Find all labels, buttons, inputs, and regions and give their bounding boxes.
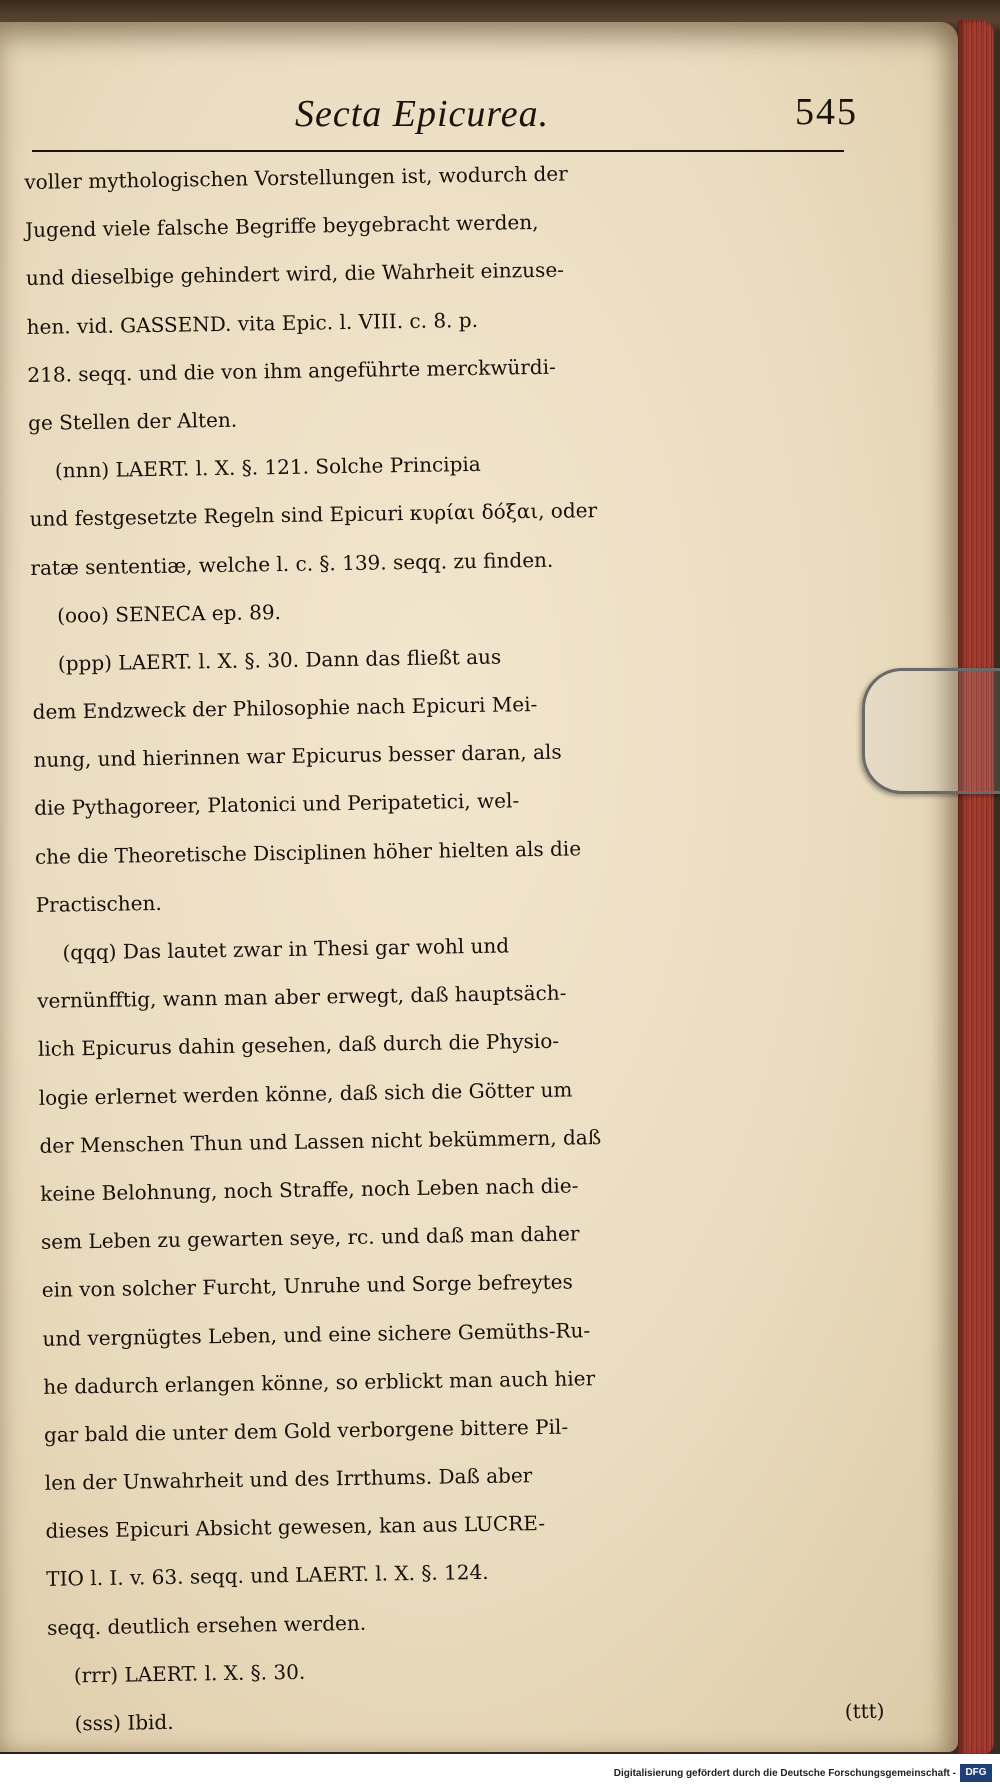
footnote-nnn: (nnn) LAERT. l. X. §. 121. Solche Principia [54, 451, 481, 483]
text-line: voller mythologischen Vorstellungen ist, wodurch der [24, 161, 568, 194]
footnote-ooo: (ooo) SENECA ep. 89. [56, 599, 282, 628]
text-line: len der Unwahrheit und des Irrthums. Daß aber [44, 1463, 533, 1495]
text-line: ein von solcher Furcht, Unruhe und Sorge befreytes [41, 1269, 574, 1303]
page-edges [958, 20, 994, 1756]
text-line: che die Theoretische Disciplinen höher hielten als die [34, 835, 582, 869]
text-line: seqq. deutlich ersehen werden. [46, 1610, 367, 1640]
footnote-rrr: (rrr) LAERT. l. X. §. 30. [73, 1659, 306, 1688]
text-line: TIO l. I. v. 63. seqq. und LAERT. l. X. §. 124. [46, 1560, 489, 1592]
footnote-qqq: (qqq) Das lautet zwar in Thesi gar wohl und [62, 933, 510, 965]
digitization-footer [0, 1754, 1000, 1790]
text-line: 218. seqq. und die von ihm angeführte merckwürdi- [27, 354, 556, 387]
text-line: Practischen. [35, 890, 162, 917]
catchword: (ttt) [844, 1698, 885, 1724]
text-line: ge Stellen der Alten. [27, 407, 238, 435]
text-line: keine Belohnung, noch Straffe, noch Leben nach die- [40, 1173, 579, 1206]
dfg-logo-icon: DFG [960, 1764, 992, 1782]
footnote-ppp: (ppp) LAERT. l. X. §. 30. Dann das fließt aus [57, 644, 502, 676]
text-line: gar bald die unter dem Gold verborgene bittere Pil- [43, 1414, 569, 1447]
text-line: vernünfftig, wann man aber erwegt, daß hauptsäch- [37, 980, 567, 1014]
running-title: Secta Epicurea. [295, 93, 550, 135]
page-clip [862, 668, 1000, 794]
text-line: Jugend viele falsche Begriffe beygebracht werden, [24, 210, 539, 243]
text-line: he dadurch erlangen könne, so erblickt man auch hier [43, 1365, 596, 1399]
footer-credit: Digitalisierung gefördert durch die Deutsche Forschungsgemeinschaft - [613, 1768, 956, 1779]
text-line: sem Leben zu gewarten seye, rc. und daß man daher [40, 1221, 580, 1254]
text-line: dem Endzweck der Philosophie nach Epicuri Mei- [32, 692, 538, 724]
footnote-sss: (sss) Ibid. [74, 1709, 174, 1736]
text-line: und vergnügtes Leben, und eine sichere Gemüths-Ru- [42, 1317, 591, 1351]
page-header [30, 88, 858, 148]
text-line: und festgesetzte Regeln sind Epicuri κυρίαι δόξαι, oder [29, 498, 598, 532]
text-line: nung, und hierinnen war Epicurus besser daran, als [33, 739, 562, 773]
body-text [24, 145, 885, 1748]
text-line: und dieselbige gehindert wird, die Wahrheit einzuse- [25, 257, 565, 291]
text-line: hen. vid. GASSEND. vita Epic. l. VIII. c. 8. p. [26, 307, 479, 339]
page-number: 545 [795, 91, 858, 133]
text-line: lich Epicurus dahin gesehen, daß durch die Physio- [37, 1029, 560, 1062]
text-line: logie erlernet werden könne, daß sich die Götter um [38, 1077, 573, 1110]
text-line: die Pythagoreer, Platonici und Peripatetici, wel- [34, 788, 520, 821]
text-line: ratæ sententiæ, welche l. c. §. 139. seqq. zu finden. [30, 547, 554, 580]
text-line: der Menschen Thun und Lassen nicht bekümmern, daß [39, 1124, 602, 1158]
text-line: dieses Epicuri Absicht gewesen, kan aus LUCRE- [45, 1511, 546, 1544]
